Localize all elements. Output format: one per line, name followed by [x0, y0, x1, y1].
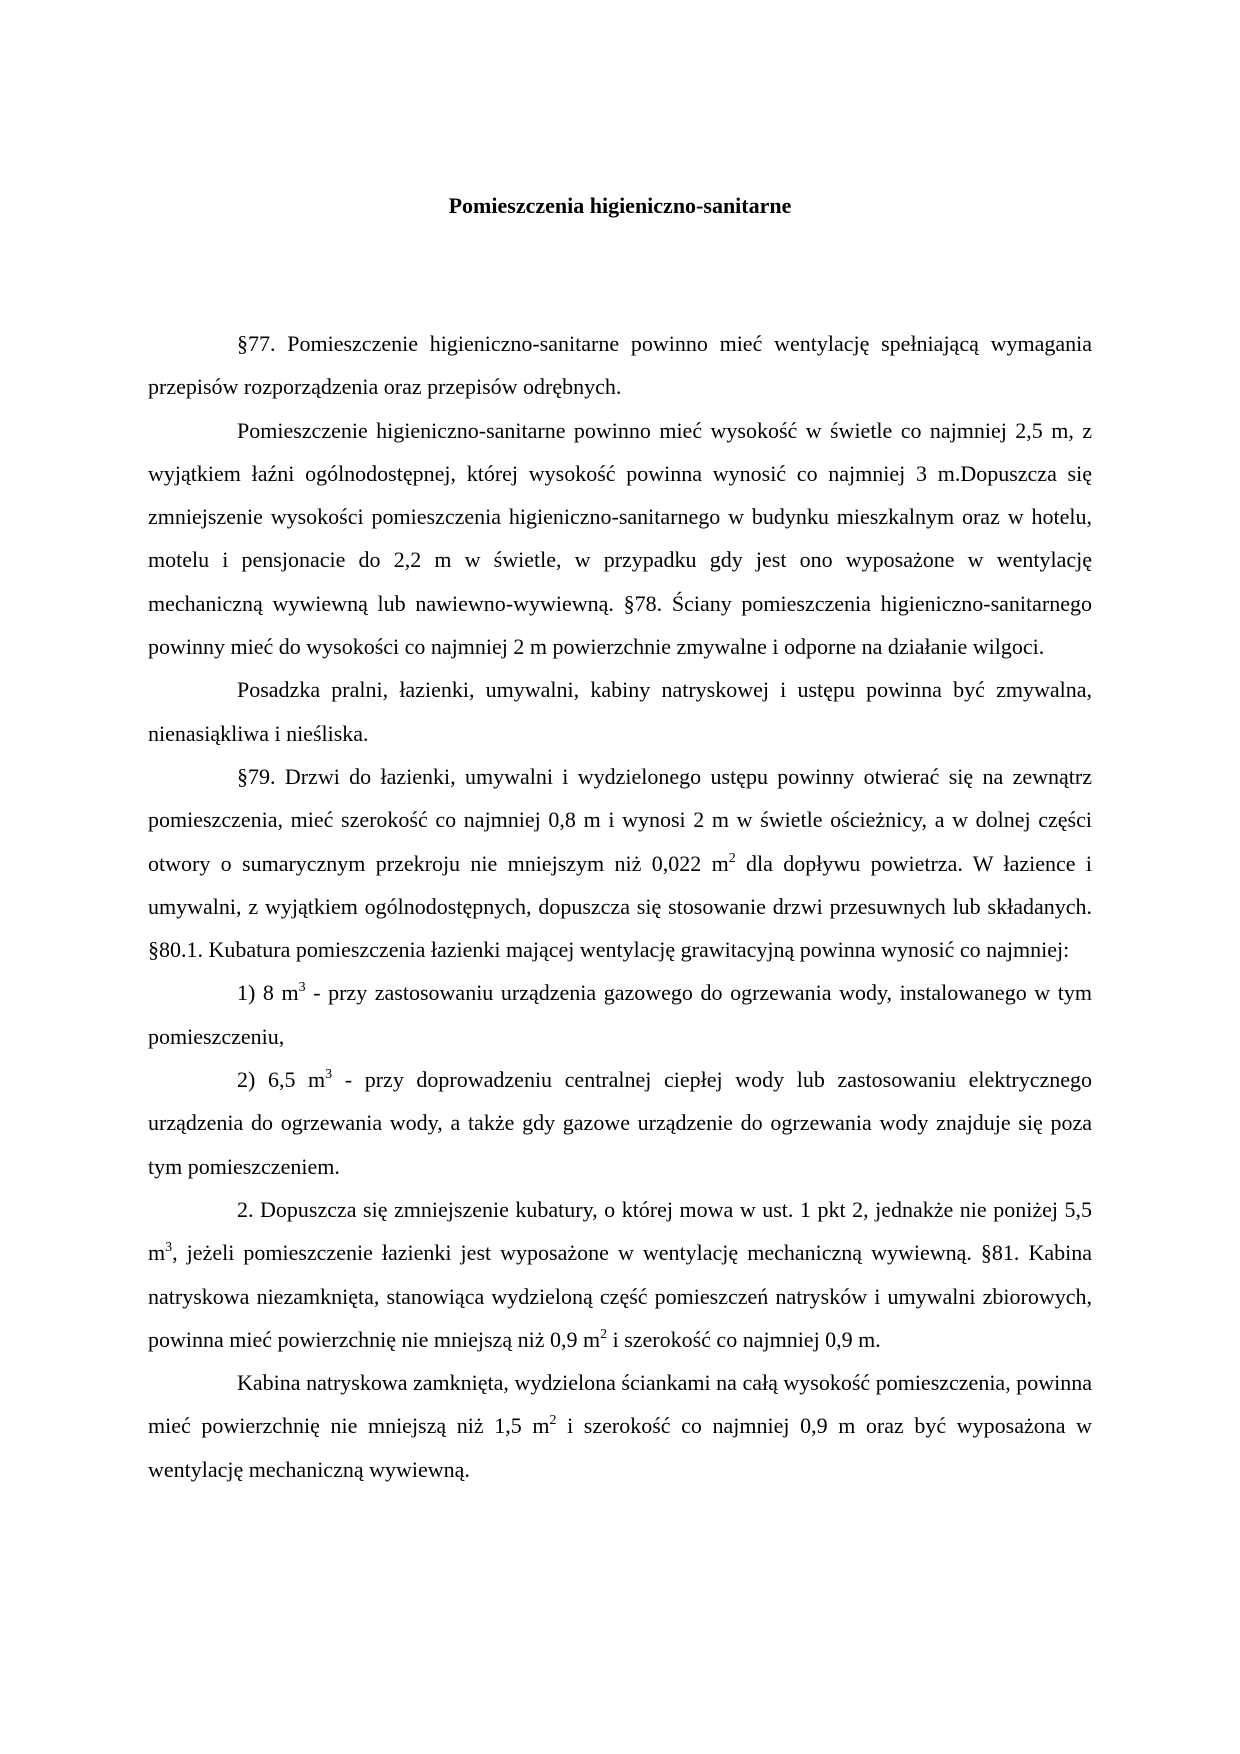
list-item-2: [148, 1058, 1092, 1188]
superscript: 3: [325, 1067, 333, 1083]
paragraph-text: Pomieszczenie higieniczno-sanitarne powinno mieć wysokość w świetle co najmniej 2,5 m, z wyjątkiem łaźni ogólnodostępnej, której wysokość powinna wynosić co najmniej 3 m.Dopuszcza się zmniejszenie wysokości pomieszczenia higieniczno-sanitarnego w budynku mieszkalnym oraz w hotelu, motelu i pensjonacie do 2,2 m w świetle, w przypadku gdy jest ono wyposażone w wentylację mechaniczną wywiewną lub nawiewno-wywiewną. §78. Ściany pomieszczenia higieniczno-sanitarnego powinny mieć do wysokości co najmniej 2 m powierzchnie zmywalne i odporne na działanie wilgoci.: [148, 417, 1092, 660]
paragraph-77: [148, 322, 1092, 409]
paragraph-79: [148, 755, 1092, 971]
paragraph-closed-cabin: [148, 1361, 1092, 1491]
paragraph-text: 2) 6,5 m: [237, 1067, 326, 1093]
paragraph-80-2: [148, 1188, 1092, 1361]
paragraph-text: , jeżeli pomieszczenie łazienki jest wyposażone w wentylację mechaniczną wywiewną. §81. Kabina natryskowa niezamknięta, stanowiąca wydzieloną część pomieszczeń natrysków i umywalni zbiorowych, powinna mieć powierzchnię nie mniejszą niż 0,9 m: [148, 1240, 1092, 1352]
paragraph-text: i szerokość co najmniej 0,9 m.: [607, 1326, 881, 1352]
superscript: 3: [165, 1240, 173, 1256]
list-item-1: [148, 971, 1092, 1058]
paragraph-text: Kabina natryskowa zamknięta, wydzielona ściankami na całą wysokość pomieszczenia, powinna mieć powierzchnię nie mniejszą niż 1,5 m: [148, 1370, 1092, 1439]
paragraph-text: Posadzka pralni, łazienki, umywalni, kabiny natryskowej i ustępu powinna być zmywalna, nienasiąkliwa i nieśliska.: [148, 677, 1092, 746]
superscript: 2: [549, 1413, 557, 1429]
paragraph-height: [148, 409, 1092, 669]
paragraph-text: 1) 8 m: [237, 980, 299, 1006]
superscript: 3: [298, 980, 306, 996]
paragraph-text: §79. Drzwi do łazienki, umywalni i wydzielonego ustępu powinny otwierać się na zewnątrz pomieszczenia, mieć szerokość co najmniej 0,8 m i wynosi 2 m w świetle ościeżnicy, a w dolnej części otwory o sumarycznym przekroju nie mniejszym niż 0,022 m: [148, 763, 1092, 876]
paragraph-floor: [148, 668, 1092, 755]
paragraph-text: i szerokość co najmniej 0,9 m oraz być wyposażona w wentylację mechaniczną wywiewną.: [148, 1413, 1093, 1482]
paragraph-text: - przy doprowadzeniu centralnej ciepłej wody lub zastosowaniu elektrycznego urządzenia do ogrzewania wody, a także gdy gazowe urządzenie do ogrzewania wody znajduje się poza tym pomieszczeniem.: [148, 1067, 1092, 1179]
superscript: 2: [600, 1326, 608, 1342]
document-title: Pomieszczenia higieniczno-sanitarne: [448, 193, 792, 218]
paragraph-text: dla dopływu powietrza. W łazience i umywalni, z wyjątkiem ogólnodostępnych, dopuszcza się stosowanie drzwi przesuwnych lub składanych. §80.1. Kubatura pomieszczenia łazienki mającej wentylację grawitacyjną powinna wynosić co najmniej:: [148, 850, 1092, 963]
paragraph-text: - przy zastosowaniu urządzenia gazowego do ogrzewania wody, instalowanego w tym pomieszczeniu,: [148, 980, 1092, 1049]
superscript: 2: [728, 850, 736, 866]
paragraph-text: §77. Pomieszczenie higieniczno-sanitarne powinno mieć wentylację spełniającą wymagania przepisów rozporządzenia oraz przepisów odrębnych.: [148, 331, 1092, 400]
paragraph-text: 2. Dopuszcza się zmniejszenie kubatury, o której mowa w ust. 1 pkt 2, jednakże nie poniżej 5,5 m: [148, 1196, 1092, 1266]
document-body: [148, 322, 1092, 1491]
